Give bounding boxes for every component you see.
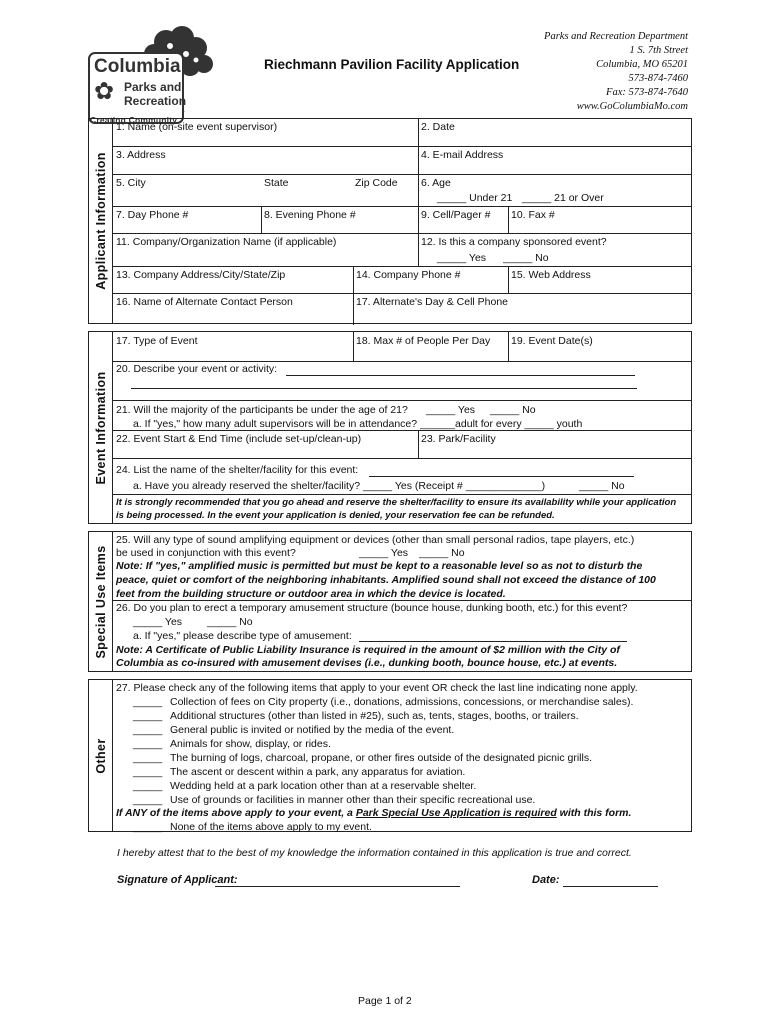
field-city[interactable]: 5. City [116, 177, 146, 189]
field-fax[interactable]: 10. Fax # [511, 209, 555, 221]
sound-no[interactable]: _____ No [419, 547, 465, 559]
logo-title: Columbia [94, 56, 181, 77]
list-item: Additional structures (other than listed in #25), such as, tents, stages, booths, or trailers. [170, 710, 579, 722]
check-blank[interactable]: _____ [133, 766, 163, 778]
field-event-dates[interactable]: 19. Event Date(s) [511, 335, 593, 347]
under-21-no[interactable]: _____ No [490, 404, 536, 416]
field-start-end-time[interactable]: 22. Event Start & End Time (include set-up/clean-up) [116, 433, 362, 445]
field-company-phone[interactable]: 14. Company Phone # [356, 269, 461, 281]
sound-note-2: peace, quiet or comfort of the neighboring inhabitants. Amplified sound shall not exceed the distance of 100 [116, 574, 656, 586]
list-item: General public is invited or notified by the media of the event. [170, 724, 455, 736]
check-blank[interactable]: _____ [133, 710, 163, 722]
reserved-shelter[interactable]: a. Have you already reserved the shelter/facility? _____ Yes (Receipt # _____________) [133, 480, 546, 492]
insurance-note-2: Columbia as co-insured with amusement devises (i.e., dunking booth, bounce house, etc.) at events. [116, 657, 618, 669]
insurance-note-1: Note: A Certificate of Public Liability Insurance is required in the amount of $2 million with the City of [116, 644, 620, 656]
sound-note-1: Note: If "yes," amplified music is permitted but must be kept to a reasonable level so as not to disturb the [116, 560, 643, 572]
flower-icon: ✿ [94, 78, 115, 105]
field-date[interactable]: 2. Date [421, 121, 455, 133]
list-item: The ascent or descent within a park, any apparatus for aviation. [170, 766, 466, 778]
amusement-yes[interactable]: _____ Yes [133, 616, 183, 628]
page-number: Page 1 of 2 [358, 995, 412, 1007]
sponsored-yes[interactable]: _____ Yes [437, 252, 487, 264]
logo-tagline: Creating Community [90, 115, 178, 125]
signature-label: Signature of Applicant: [117, 874, 238, 886]
event-section [88, 331, 692, 524]
list-item: The burning of logs, charcoal, propane, or other fires outside of the designated picnic grills. [170, 752, 592, 764]
sound-yes[interactable]: _____ Yes [359, 547, 409, 559]
field-address[interactable]: 3. Address [116, 149, 166, 161]
signature-line[interactable] [215, 886, 460, 887]
age-under-21[interactable]: _____ Under 21 [437, 192, 513, 204]
field-email[interactable]: 4. E-mail Address [421, 149, 504, 161]
under-21-yes[interactable]: _____ Yes [426, 404, 476, 416]
department-phone: 573-874-7460 [628, 73, 688, 84]
field-sponsored: 12. Is this a company sponsored event? [421, 236, 607, 248]
date-line[interactable] [563, 886, 658, 887]
list-item: Wedding held at a park location other than at a reservable shelter. [170, 780, 477, 792]
department-web[interactable]: www.GoColumbiaMo.com [576, 101, 688, 112]
logo-line-1: Parks and [124, 80, 182, 94]
field-company-address[interactable]: 13. Company Address/City/State/Zip [116, 269, 286, 281]
reserve-note-1: It is strongly recommended that you go ahead and reserve the shelter/facility to ensure its availability while your application [116, 497, 677, 508]
field-under-21: 21. Will the majority of the participants be under the age of 21? [116, 404, 408, 416]
department-city: Columbia, MO 65201 [596, 59, 688, 70]
list-item: Use of grounds or facilities in manner other than their specific recreational use. [170, 794, 536, 806]
field-max-people[interactable]: 18. Max # of People Per Day [356, 335, 491, 347]
describe-line-2[interactable] [131, 388, 637, 389]
reserved-shelter-no[interactable]: _____ No [579, 480, 625, 492]
special-use-application-link[interactable]: Park Special Use Application is required [355, 807, 557, 819]
field-amusement-structure: 26. Do you plan to erect a temporary amusement structure (bounce house, dunking booth, etc.) for this event? [116, 602, 628, 614]
field-alternate-phone[interactable]: 17. Alternate's Day & Cell Phone [356, 296, 509, 308]
sound-note-3: feet from the building structure or outdoor area in which the device is located. [116, 588, 506, 600]
field-sound-equipment-2: be used in conjunction with this event? [116, 547, 296, 559]
list-item: Animals for show, display, or rides. [170, 738, 331, 750]
department-street: 1 S. 7th Street [629, 45, 688, 56]
special-use-section-label: Special Use Items [89, 532, 113, 671]
check-blank[interactable]: _____ [133, 780, 163, 792]
special-use-note: If ANY of the items above apply to your event, a Park Special Use Application is required with this form. [116, 807, 632, 819]
department-name: Parks and Recreation Department [544, 31, 688, 42]
field-name[interactable]: 1. Name (on-site event supervisor) [116, 121, 278, 133]
check-blank[interactable]: _____ [133, 696, 163, 708]
field-zip[interactable]: Zip Code [355, 177, 398, 189]
check-blank[interactable]: _____ [133, 738, 163, 750]
logo-line-2: Recreation [124, 94, 187, 108]
check-blank[interactable]: _____ [133, 794, 163, 806]
applicant-section [88, 118, 692, 324]
special-use-section [88, 531, 692, 672]
field-describe-event: 20. Describe your event or activity: [116, 363, 278, 375]
field-shelter-name: 24. List the name of the shelter/facility for this event: [116, 464, 359, 476]
other-section-label: Other [89, 680, 113, 831]
attestation: I hereby attest that to the best of my knowledge the information contained in this application is true and correct. [117, 847, 632, 859]
field-event-type[interactable]: 17. Type of Event [116, 335, 198, 347]
check-blank[interactable]: _____ [133, 724, 163, 736]
date-label: Date: [532, 874, 560, 886]
parks-logo [88, 24, 218, 125]
other-section [88, 679, 692, 832]
department-address [544, 30, 688, 114]
describe-line-1[interactable] [286, 375, 635, 376]
field-check-items: 27. Please check any of the following items that apply to your event OR check the last line indicating none apply. [116, 682, 638, 694]
field-state[interactable]: State [264, 177, 289, 189]
adult-supervisors[interactable]: a. If "yes," how many adult supervisors will be in attendance? ______adult for every _____ youth [133, 418, 583, 430]
field-sound-equipment: 25. Will any type of sound amplifying equipment or devices (other than small personal radios, tape players, etc.) [116, 534, 635, 546]
field-age: 6. Age [421, 177, 451, 189]
event-section-label: Event Information [89, 332, 113, 523]
field-day-phone[interactable]: 7. Day Phone # [116, 209, 189, 221]
field-company[interactable]: 11. Company/Organization Name (if applicable) [116, 236, 337, 248]
shelter-name-line[interactable] [369, 476, 634, 477]
amusement-type: a. If "yes," please describe type of amusement: [133, 630, 352, 642]
amusement-type-line[interactable] [359, 641, 627, 642]
field-evening-phone[interactable]: 8. Evening Phone # [264, 209, 356, 221]
sponsored-no[interactable]: _____ No [503, 252, 549, 264]
amusement-no[interactable]: _____ No [207, 616, 253, 628]
check-blank-none[interactable]: _____ [133, 821, 163, 833]
reserve-note-2: is being processed. In the event your application is denied, your reservation fee can be refunded. [116, 510, 555, 521]
department-fax: Fax: 573-874-7640 [606, 87, 688, 98]
none-apply: None of the items above apply to my event. [170, 821, 372, 833]
list-item: Collection of fees on City property (i.e., donations, admissions, concessions, or merchandise sales). [170, 696, 634, 708]
field-alternate-contact[interactable]: 16. Name of Alternate Contact Person [116, 296, 293, 308]
field-cell[interactable]: 9. Cell/Pager # [421, 209, 491, 221]
field-park-facility[interactable]: 23. Park/Facility [421, 433, 496, 445]
check-blank[interactable]: _____ [133, 752, 163, 764]
age-21-or-over[interactable]: _____ 21 or Over [522, 192, 604, 204]
applicant-section-label: Applicant Information [89, 119, 113, 323]
field-web-address[interactable]: 15. Web Address [511, 269, 591, 281]
form-title: Riechmann Pavilion Facility Application [264, 57, 520, 72]
